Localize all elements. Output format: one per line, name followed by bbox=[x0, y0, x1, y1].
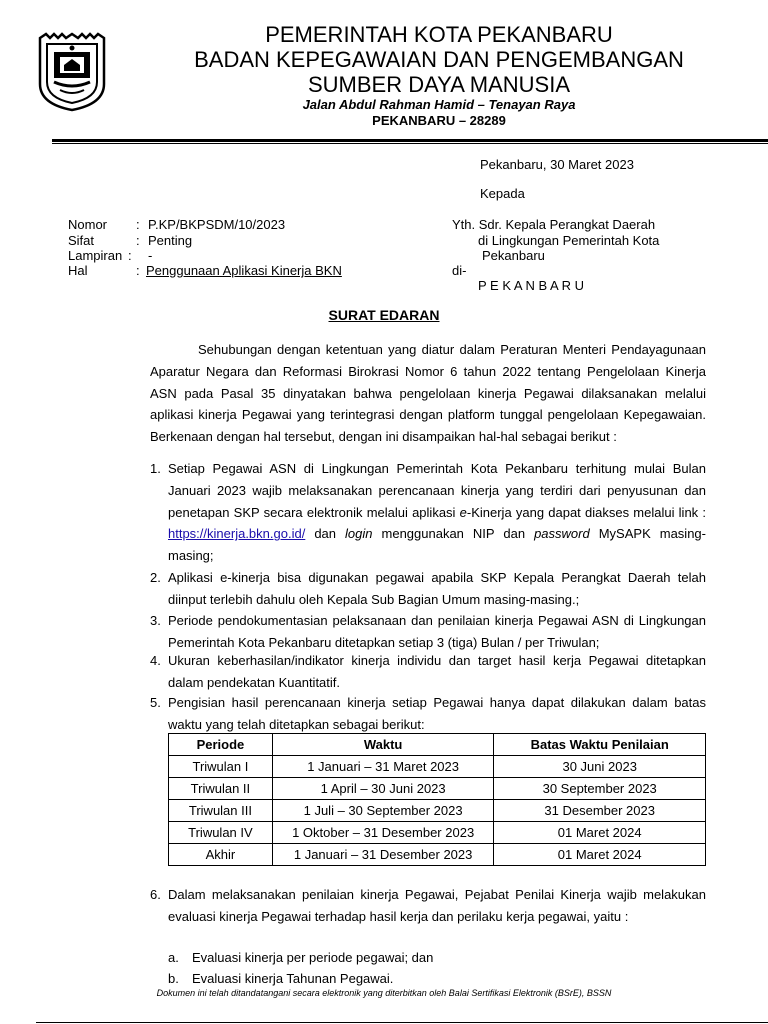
list-item-6 bbox=[150, 884, 706, 928]
meta-sifat-label: Sifat bbox=[68, 233, 95, 248]
letter-date: Pekanbaru, 30 Maret 2023 bbox=[480, 157, 634, 172]
document-title: SURAT EDARAN bbox=[328, 307, 440, 323]
header-government: PEMERINTAH KOTA PEKANBARU bbox=[265, 22, 613, 47]
header-agency: BADAN KEPEGAWAIAN DAN PENGEMBANGAN bbox=[194, 47, 684, 72]
table-cell: 1 April – 30 Juni 2023 bbox=[272, 778, 494, 800]
header-address: Jalan Abdul Rahman Hamid – Tenayan Raya bbox=[302, 97, 576, 112]
table-cell: 30 Juni 2023 bbox=[494, 756, 706, 778]
schedule-table bbox=[168, 733, 706, 866]
meta-nomor-value: P.KP/BKPSDM/10/2023 bbox=[148, 217, 286, 232]
table-row bbox=[169, 756, 706, 778]
recipient-kepada: Kepada bbox=[480, 186, 525, 201]
table-row bbox=[169, 778, 706, 800]
list-item-text: Periode pendokumentasian pelaksanaan dan penilaian kinerja Pegawai ASN di Lingkungan Pemerintah Kota Pekanbaru ditetapkan setiap 3 (tiga) Bulan / per Triwulan; bbox=[168, 613, 706, 650]
meta-hal-sep: : bbox=[136, 263, 140, 278]
list-item-3 bbox=[150, 610, 706, 654]
header-divider-thick bbox=[52, 139, 768, 142]
table-cell: 01 Maret 2024 bbox=[494, 822, 706, 844]
sub-item-number: b. bbox=[168, 971, 179, 986]
meta-nomor-label: Nomor bbox=[68, 217, 108, 232]
list-item-1 bbox=[150, 458, 706, 567]
list-item-number: 6. bbox=[150, 887, 161, 902]
table-cell: 1 Januari – 31 Maret 2023 bbox=[272, 756, 494, 778]
list-item-number: 2. bbox=[150, 570, 161, 585]
list-item-5 bbox=[150, 692, 706, 736]
table-header-cell: Periode bbox=[169, 734, 273, 756]
city-crest-logo bbox=[38, 32, 106, 112]
table-cell: 01 Maret 2024 bbox=[494, 844, 706, 866]
header-divider-thin bbox=[52, 143, 768, 144]
list-item-text: Aplikasi e-kinerja bisa digunakan pegawai apabila SKP Kepala Perangkat Daerah telah diinput terlebih dahulu oleh Kepala Sub Bagian Umum masing-masing.; bbox=[168, 570, 706, 607]
recipient-place: P E K A N B A R U bbox=[478, 278, 584, 293]
list-item-text: Pengisian hasil perencanaan kinerja setiap Pegawai hanya dapat dilakukan dalam batas waktu yang telah ditetapkan sebagai berikut: bbox=[168, 695, 706, 732]
list-item-text: Ukuran keberhasilan/indikator kinerja individu dan target hasil kerja Pegawai ditetapkan dalam pendekatan Kuantitatif. bbox=[168, 653, 706, 690]
intro-paragraph: Sehubungan dengan ketentuan yang diatur dalam Peraturan Menteri Pendayagunaan Aparatur Negara dan Reformasi Birokrasi Nomor 6 tahun 2022 tentang Pengelolaan Kinerja ASN pada Pasal 35 dinyatakan bahwa pengelolaan kinerja Pegawai dilaksanakan melalui aplikasi kinerja Pegawai yang terintegrasi dengan platform tunggal pengelolaan Kepegawaian. Berkenaan dengan hal tersebut, dengan ini disampaikan hal-hal sebagai berikut : bbox=[150, 342, 706, 445]
table-cell: 1 Juli – 30 September 2023 bbox=[272, 800, 494, 822]
table-header-row bbox=[169, 734, 706, 756]
meta-hal-value: Penggunaan Aplikasi Kinerja BKN bbox=[146, 263, 342, 278]
list-item-text: Dalam melaksanakan penilaian kinerja Pegawai, Pejabat Penilai Kinerja wajib melakukan evaluasi kinerja Pegawai terhadap hasil kerja dan perilaku kerja pegawai, yaitu : bbox=[168, 887, 706, 924]
list-item-text: Setiap Pegawai ASN di Lingkungan Pemerintah Kota Pekanbaru terhitung mulai Bulan Januari 2023 wajib melaksanakan perencanaan kinerja yang terdiri dari penyusunan dan penetapan SKP secara elektronik melalui aplikasi e-Kinerja yang dapat diakses melalui link : https://kinerja.bkn.go.id/ dan login menggunakan NIP dan password MySAPK masing-masing; bbox=[168, 461, 706, 564]
header-city: PEKANBARU – 28289 bbox=[372, 113, 506, 128]
table-row bbox=[169, 800, 706, 822]
recipient-yth: Yth. Sdr. Kepala Perangkat Daerah bbox=[452, 217, 656, 232]
meta-lampiran-value: - bbox=[148, 248, 153, 263]
list-item-number: 5. bbox=[150, 695, 161, 710]
table-cell: Triwulan II bbox=[169, 778, 273, 800]
table-row bbox=[169, 822, 706, 844]
meta-lampiran-sep: : bbox=[128, 248, 132, 263]
table-cell: 1 Oktober – 31 Desember 2023 bbox=[272, 822, 494, 844]
meta-sifat-value: Penting bbox=[148, 233, 193, 248]
list-item-number: 3. bbox=[150, 613, 161, 628]
footer-bsre-note: Dokumen ini telah ditandatangani secara elektronik yang diterbitkan oleh Balai Sertifikasi Elektronik (BSrE), BSSN bbox=[156, 988, 612, 998]
table-cell: Triwulan III bbox=[169, 800, 273, 822]
recipient-line2: di Lingkungan Pemerintah Kota bbox=[478, 233, 660, 248]
table-cell: 30 September 2023 bbox=[494, 778, 706, 800]
sub-item-text: Evaluasi kinerja per periode pegawai; dan bbox=[192, 950, 434, 965]
table-row bbox=[169, 844, 706, 866]
sub-item-text: Evaluasi kinerja Tahunan Pegawai. bbox=[192, 971, 394, 986]
recipient-line3: Pekanbaru bbox=[482, 248, 545, 263]
table-header-cell: Batas Waktu Penilaian bbox=[494, 734, 706, 756]
table-cell: Triwulan IV bbox=[169, 822, 273, 844]
list-item-2 bbox=[150, 567, 706, 611]
table-cell: Akhir bbox=[169, 844, 273, 866]
list-item-number: 4. bbox=[150, 653, 161, 668]
table-cell: Triwulan I bbox=[169, 756, 273, 778]
meta-nomor-sep: : bbox=[136, 217, 140, 232]
kinerja-link[interactable]: https://kinerja.bkn.go.id/ bbox=[168, 526, 306, 542]
meta-lampiran-label: Lampiran bbox=[68, 248, 123, 263]
recipient-di: di- bbox=[452, 263, 467, 278]
table-cell: 1 Januari – 31 Desember 2023 bbox=[272, 844, 494, 866]
meta-hal-label: Hal bbox=[68, 263, 88, 278]
sub-item-number: a. bbox=[168, 950, 179, 965]
table-cell: 31 Desember 2023 bbox=[494, 800, 706, 822]
table-header-cell: Waktu bbox=[272, 734, 494, 756]
list-item-4 bbox=[150, 650, 706, 694]
footer-divider bbox=[36, 1022, 768, 1023]
meta-sifat-sep: : bbox=[136, 233, 140, 248]
list-item-number: 1. bbox=[150, 461, 161, 476]
header-agency-sub: SUMBER DAYA MANUSIA bbox=[307, 72, 570, 97]
